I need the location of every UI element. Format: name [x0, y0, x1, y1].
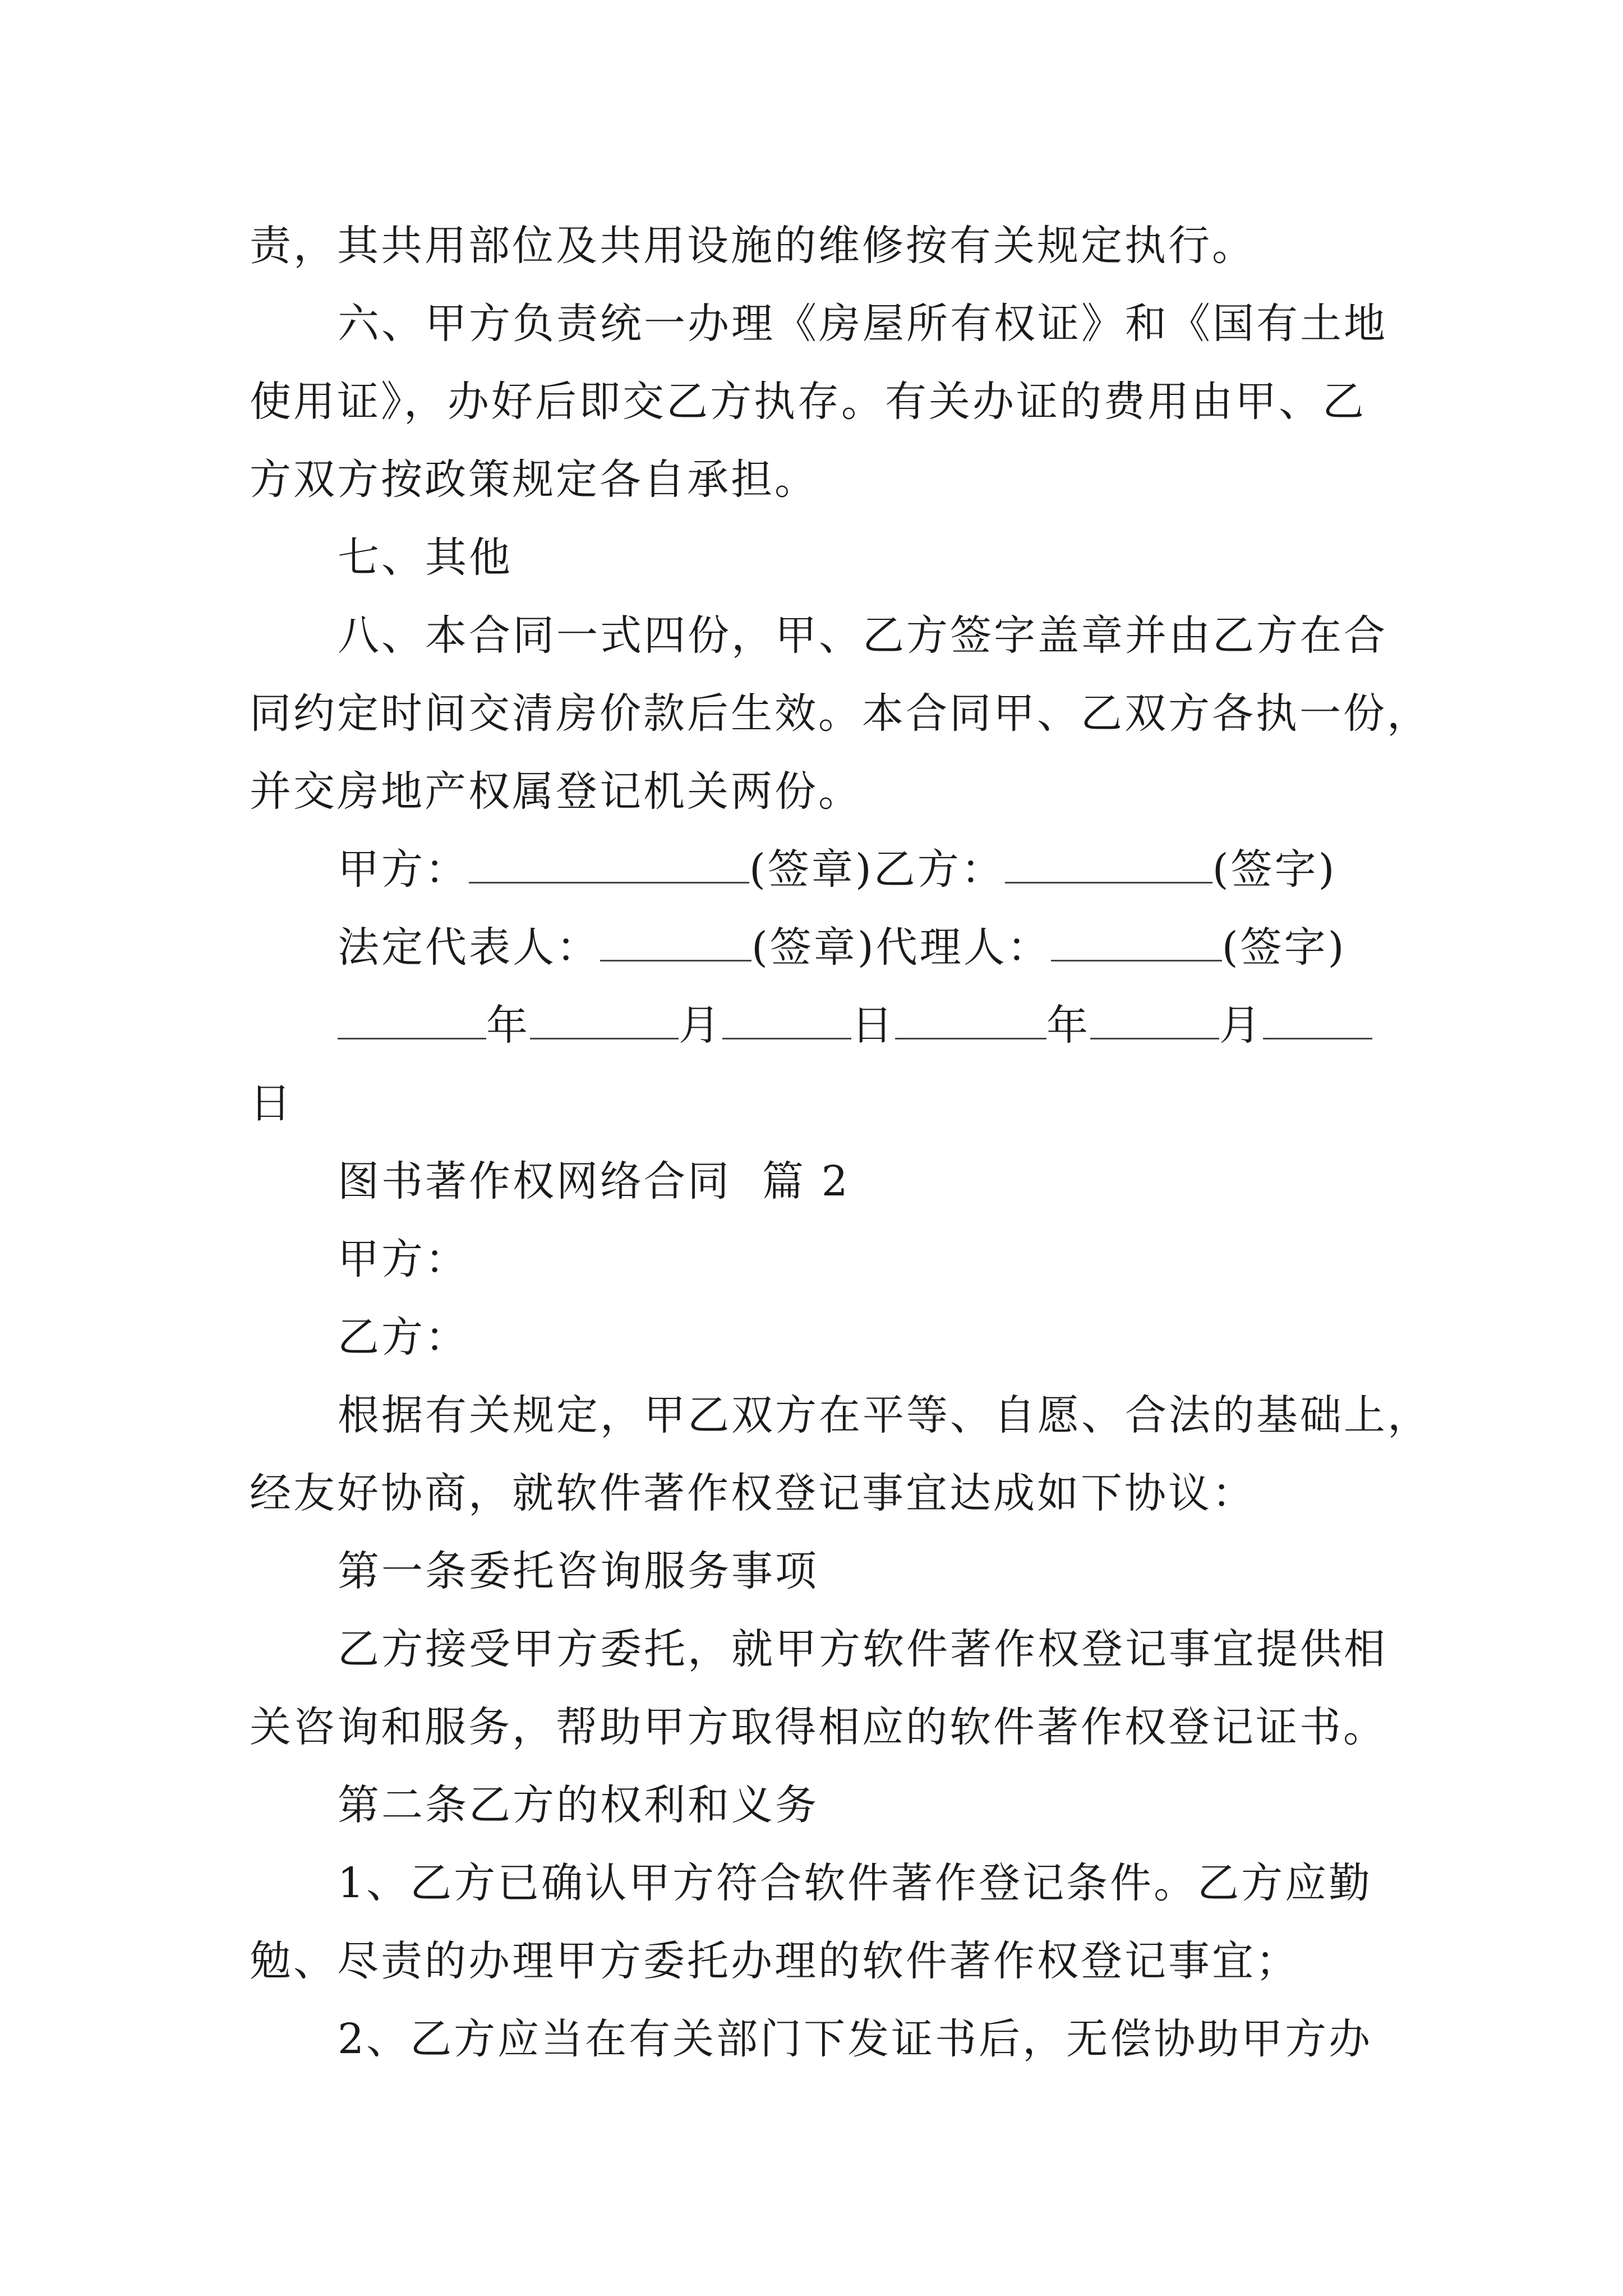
- month-label-a: 月: [679, 1001, 722, 1050]
- year-blank-b: [895, 996, 1046, 1039]
- party-b-blank: [1005, 840, 1212, 884]
- party-b-label: 乙方：: [873, 845, 1005, 894]
- legal-rep-label: 法定代表人：: [338, 923, 600, 972]
- text-line: 根据有关规定，甲乙双方在平等、自愿、合法的基础上，: [338, 1391, 1431, 1439]
- article-heading: 第二条乙方的权利和义务: [338, 1781, 819, 1829]
- party-a-blank: [469, 840, 749, 884]
- legal-rep-blank: [600, 918, 751, 961]
- text-line: 方双方按政策规定各自承担。: [250, 455, 818, 504]
- day-label-a: 日: [851, 1001, 895, 1050]
- text-line: 2、乙方应当在有关部门下发证书后，无偿协助甲方办: [338, 2015, 1373, 2063]
- text-line: 经友好协商，就软件著作权登记事宜达成如下协议：: [250, 1469, 1256, 1517]
- document-body: [250, 212, 1431, 2083]
- text-line: 八、本合同一式四份，甲、乙方签字盖章并由乙方在合: [338, 611, 1387, 660]
- agent-sign: (签字): [1221, 923, 1347, 972]
- month-blank-a: [530, 996, 679, 1039]
- signature-line-parties: [250, 836, 1371, 914]
- party-b-sign: (签字): [1212, 845, 1337, 894]
- month-label-b: 月: [1219, 1001, 1263, 1050]
- day-label-b: 日: [250, 1079, 293, 1128]
- text-line: 同约定时间交清房价款后生效。本合同甲、乙双方各执一份，: [250, 689, 1431, 738]
- year-label-a: 年: [486, 1001, 530, 1050]
- party-b-line: 乙方：: [338, 1313, 469, 1361]
- year-blank-a: [338, 996, 486, 1039]
- article-heading: 第一条委托咨询服务事项: [338, 1547, 819, 1595]
- party-a-seal: (签章): [749, 845, 874, 894]
- text-line: 使用证》，办好后即交乙方执存。有关办证的费用由甲、乙: [250, 378, 1366, 426]
- text-line: 关咨询和服务，帮助甲方取得相应的软件著作权登记证书。: [250, 1703, 1387, 1751]
- section-title: 图书著作权网络合同 篇 2: [338, 1157, 850, 1205]
- text-line: 六、甲方负责统一办理《房屋所有权证》和《国有土地: [338, 300, 1387, 348]
- year-label-b: 年: [1046, 1001, 1090, 1050]
- day-blank-a: [722, 996, 851, 1039]
- agent-blank: [1051, 918, 1222, 961]
- text-line: 责，其共用部位及共用设施的维修按有关规定执行。: [250, 222, 1256, 270]
- signature-line-representatives: [250, 914, 1371, 992]
- signature-line-dates: [250, 992, 1371, 1070]
- text-line: 1、乙方已确认甲方符合软件著作登记条件。乙方应勤: [338, 1859, 1373, 1907]
- text-line: 勉、尽责的办理甲方委托办理的软件著作权登记事宜；: [250, 1937, 1299, 1985]
- agent-label: 代理人：: [875, 923, 1051, 972]
- text-line: 乙方接受甲方委托，就甲方软件著作权登记事宜提供相: [338, 1625, 1387, 1673]
- party-a-label: 甲方：: [338, 845, 469, 894]
- text-line: 并交房地产权属登记机关两份。: [250, 767, 862, 816]
- party-a-line: 甲方：: [338, 1235, 469, 1283]
- day-blank-b: [1263, 996, 1372, 1039]
- clause-heading: 七、其他: [338, 533, 513, 582]
- legal-rep-seal: (签章): [751, 923, 876, 972]
- month-blank-b: [1090, 996, 1219, 1039]
